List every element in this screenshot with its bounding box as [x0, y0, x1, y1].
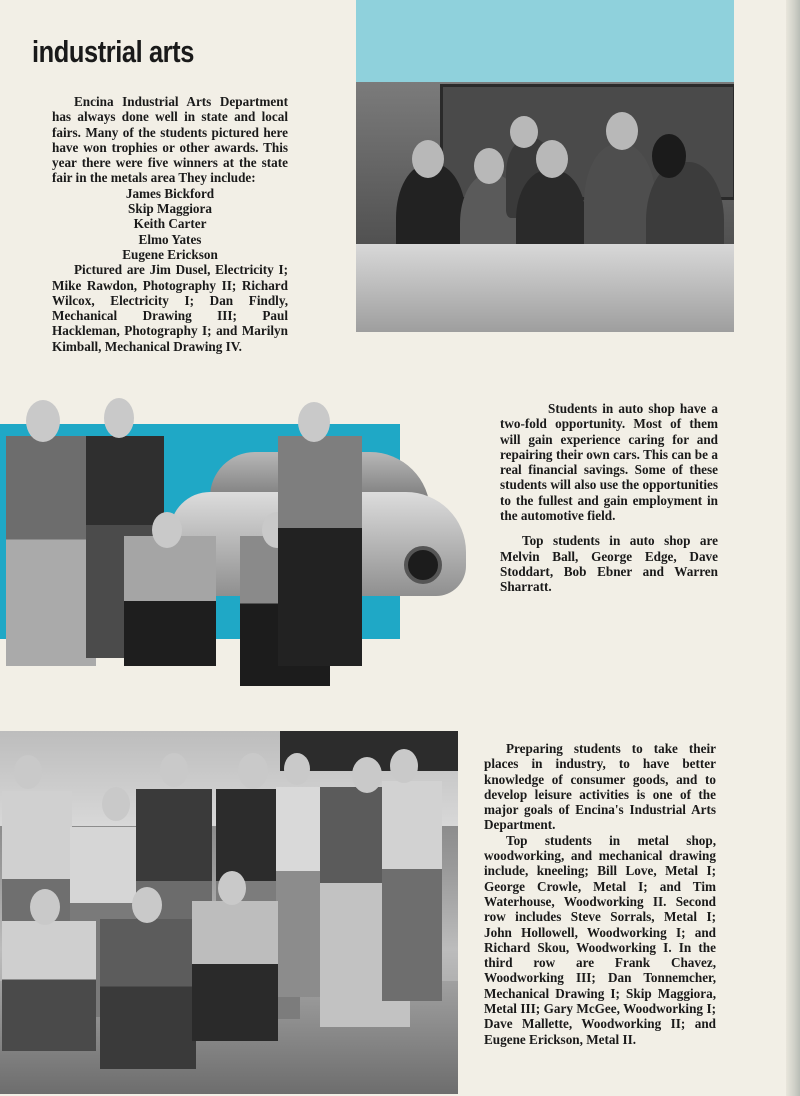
student-head: [536, 140, 568, 178]
metal-shop-paragraph: Top students in metal shop, woodworking, and mechanical drawing include, kneeling; Bill Love, Metal I; George Crowle, Metal I; and Tim Waterhouse, Woodworking II. Second row includes Steve Sorrals, Metal I; John Hollowell, Woodworking I; and Richard Skou, Woodworking I. In the third row are Frank Chavez, Woodworking III; Dan Tonnemcher, Mechanical Drawing I; Skip Maggiora, Metal III; Gary McGee, Woodworking I; Dave Mallette, Woodworking II; and Eugene Erickson, Metal II.: [484, 832, 716, 1047]
display-bench: [356, 244, 734, 332]
student-head: [390, 749, 418, 783]
student-head: [26, 400, 60, 442]
student-head: [652, 134, 686, 178]
winner-name: James Bickford: [125, 185, 215, 201]
student-head: [160, 753, 188, 787]
classroom-photo: [356, 82, 734, 332]
winners-list: [52, 186, 288, 262]
auto-shop-photo: [0, 396, 470, 708]
student-figure: [278, 436, 362, 666]
student-head: [298, 402, 330, 442]
winner-name: Eugene Erickson: [122, 246, 218, 262]
student-head: [152, 512, 182, 548]
student-head: [30, 889, 60, 925]
auto-paragraph-1: Students in auto shop have a two-fold opportunity. Most of them will gain experience caring for and repairing their own cars. This can be a real financial savings. Some of these students will also use the opportunities to the fullest and gain employment in the automotive field.: [500, 401, 718, 524]
car-wheel: [404, 546, 442, 584]
student-head: [606, 112, 638, 150]
auto-shop-text-block: [500, 401, 718, 595]
student-figure: [2, 921, 96, 1051]
student-figure: [100, 919, 196, 1069]
student-head: [104, 398, 134, 438]
student-figure: [382, 781, 442, 1001]
winner-name: Keith Carter: [133, 216, 207, 232]
student-head: [412, 140, 444, 178]
goals-text-block: [484, 741, 716, 1047]
page-title: industrial arts: [32, 34, 194, 69]
pictured-paragraph: Pictured are Jim Dusel, Electricity I; Mike Rawdon, Photography II; Richard Wilcox, Electricity I; Dan Findly, Mechanical Drawing III; Paul Hackleman, Photography I; and Marilyn Kimball, Mechanical Drawing IV.: [52, 262, 288, 354]
group-photo: [0, 731, 458, 1094]
student-head: [474, 148, 504, 184]
intro-paragraph: Encina Industrial Arts Department has always done well in state and local fairs. Many of the students pictured here have won trophies or other awards. This year there were five winners at the state fair in the metals area They include:: [52, 94, 288, 186]
page-edge: [786, 0, 800, 1096]
student-head: [510, 116, 538, 148]
student-head: [102, 787, 130, 821]
winner-name: Elmo Yates: [138, 231, 202, 247]
goals-paragraph: Preparing students to take their places in industry, to have better knowledge of consumer goods, and to develop leisure activities is one of the major goals of Encina's Industrial Arts Department.: [484, 741, 716, 833]
student-head: [238, 753, 268, 789]
student-figure: [6, 436, 96, 666]
student-head: [352, 757, 382, 793]
winner-name: Skip Maggiora: [128, 201, 212, 217]
student-head: [14, 755, 42, 789]
intro-text-block: [52, 94, 288, 354]
student-head: [218, 871, 246, 905]
student-figure: [124, 536, 216, 666]
student-figure: [192, 901, 278, 1041]
auto-paragraph-2: Top students in auto shop are Melvin Ball, George Edge, Dave Stoddart, Bob Ebner and Warren Sharratt.: [500, 533, 718, 595]
student-head: [132, 887, 162, 923]
student-head: [284, 753, 310, 785]
